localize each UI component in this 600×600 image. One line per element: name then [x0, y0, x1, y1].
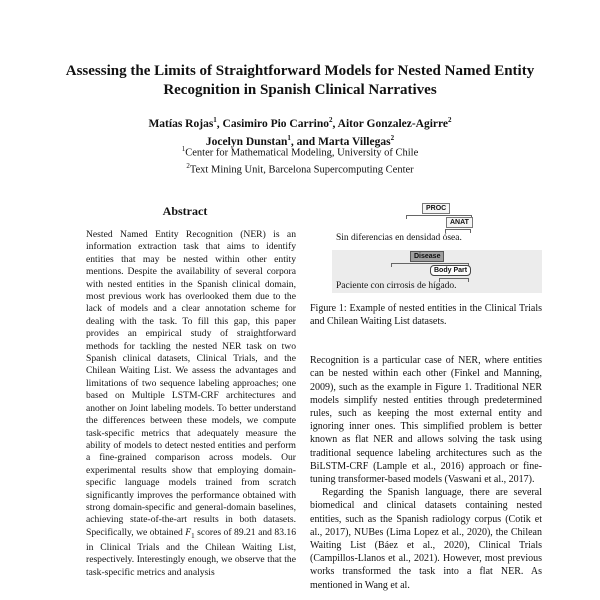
example-sentence: Paciente con cirrosis de hígado. [336, 281, 457, 291]
entity-label-proc: PROC [422, 203, 450, 214]
body-paragraph: Regarding the Spanish language, there are several biomedical and clinical datasets containing nested entities, such as the Spanish radiology corpus (Cotik et al., 2017), NUBes (Lima Lopez et al., 2020), the Chilean Waiting List (Báez et al., 2020), Clinical Trials (Campillos-Llanos et al., 2021). However, most previous works transformed the task into a flat NER. As mentioned in Wang et al. [310, 487, 542, 591]
author-affiliation-marker: 2 [448, 116, 452, 124]
paper-title: Assessing the Limits of Straightforward Models for Nested Named Entity Recognition in Spanish Clinical Narratives [65, 63, 535, 98]
abstract-text-part: Nested Named Entity Recognition (NER) is an information extraction task that aims to identify entities that may be nested within other entity mentions. Despite the availability of several corpora with nested entities in the Spanish clinical domain, most previous work has overlooked them due to the lack of models and a clear annotation scheme for dealing with the task. To fill this gap, this paper provides an empirical study of straightforward methods for tackling the nested NER task on two Spanish clinical datasets, Clinical Trials, and the Chilean Waiting List. We assess the advantages and limitations of two sequence labeling approaches; one based on Multiple LSTM-CRF architectures and another on Joint labeling models. To better understand the differences between these models, we compute task-specific metrics that adequately measure the ability of models to detect nested entities and perform a fine-grained comparison across models. Our experimental results show that employing domain-specific language models trained from scratch significantly improves the performance obtained with strong domain-specific and general-domain baselines, achieving state-of-the-art results in both datasets. Specifically, we obtained [86, 229, 296, 538]
body-text [310, 354, 542, 592]
affiliation-text: Center for Mathematical Modeling, University of Chile [185, 147, 419, 159]
example-sentence: Sin diferencias en densidad ósea. [336, 233, 462, 243]
author-affiliation-marker: 1 [287, 133, 291, 142]
f1-subscript: 1 [191, 531, 195, 540]
column-right [310, 200, 542, 600]
entity-label-disease: Disease [410, 251, 444, 262]
authors-line-1 [60, 113, 540, 131]
affiliation-marker: 2 [186, 161, 190, 170]
author-affiliation-marker: 2 [390, 133, 395, 142]
abstract-heading: Abstract [162, 204, 208, 218]
affiliation-text: Text Mining Unit, Barcelona Supercomputing Center [189, 164, 414, 175]
affiliation-line [60, 143, 540, 160]
author-name: Matías Rojas [148, 117, 214, 130]
figure-example-waiting-list [332, 250, 542, 293]
figure-caption: Figure 1: Example of nested entities in the Clinical Trials and Chilean Waiting List datasets. [310, 303, 542, 327]
affiliation-line [60, 160, 540, 177]
author-name: , and Marta Villegas [290, 135, 391, 148]
figure-1 [310, 200, 542, 296]
entity-label-anat: ANAT [446, 217, 473, 228]
author-name: Jocelyn Dunstan [205, 135, 288, 148]
author-affiliation-marker: 2 [329, 116, 333, 124]
body-paragraph: Recognition is a particular case of NER, where entities can be nested within each other (Finkel and Manning, 2009), such as the example in Figure 1. Traditional NER models simplify nested entities through predetermined rules, such as keeping the most external entity and ignoring inner ones. This simplified problem is better known as flat NER and allows solving the task using traditional sequence labeling architectures such as the BiLSTM-CRF (Lample et al., 2016) approach or fine-tuning transformer-based models (Vaswani et al., 2017). [310, 355, 542, 486]
affiliations-block [60, 143, 540, 176]
affiliation-marker: 1 [181, 145, 186, 153]
abstract-text-part: scores of 89.21 and 83.16 in Clinical Trials and the Chilean Waiting List, respectively. Interestingly enough, we observe that the task-specific metrics and analysis [86, 526, 296, 578]
author-name: , Casimiro Pio Carrino [216, 117, 330, 130]
column-left [74, 202, 296, 600]
f1-symbol: F [185, 526, 192, 538]
author-name: , Aitor Gonzalez-Agirre [332, 117, 449, 130]
author-affiliation-marker: 1 [213, 116, 217, 124]
entity-label-body-part: Body Part [430, 265, 471, 276]
abstract-text [86, 229, 296, 579]
